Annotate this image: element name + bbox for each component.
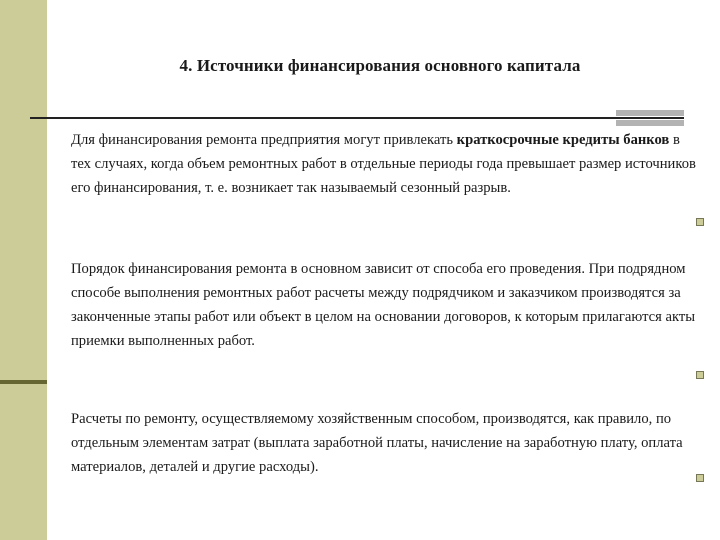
paragraph-2: Порядок финансирования ремонта в основном зависит от способа его проведения. При подрядном способе выполнения ремонтных работ расчеты между подрядчиком и заказчиком производятся за законченные этапы работ или объект в целом на основании договоров, к которым прилагаются акты приемки выполненных работ. — [71, 261, 696, 349]
title-rule-accent-top — [616, 110, 684, 116]
title-rule — [30, 117, 684, 119]
left-bar-accent-line — [0, 380, 47, 384]
title-rule-accent-bottom — [616, 120, 684, 126]
left-decorative-bar — [0, 0, 47, 540]
paragraph-3: Расчеты по ремонту, осуществляемому хозяйственным способом, производятся, как правило, по отдельным элементам затрат (выплата заработной платы, начисление на заработную плату, оплата материалов, деталей и другие расходы). — [71, 411, 683, 475]
paragraph-1-text-after: в тех случаях, когда объем ремонтных работ в отдельные периоды года превышает размер источников его финансирования, т. е. возникает так называемый сезонный разрыв. — [71, 132, 696, 196]
bullet-square-icon — [696, 218, 704, 226]
bullet-square-icon — [696, 371, 704, 379]
slide-title: 4. Источники финансирования основного капитала — [179, 56, 581, 75]
paragraph-1-text-before: Для финансирования ремонта предприятия могут привлекать — [71, 132, 457, 148]
paragraph-1-bold-text: краткосрочные кредиты банков — [456, 132, 670, 148]
paragraph-1 — [71, 128, 701, 200]
